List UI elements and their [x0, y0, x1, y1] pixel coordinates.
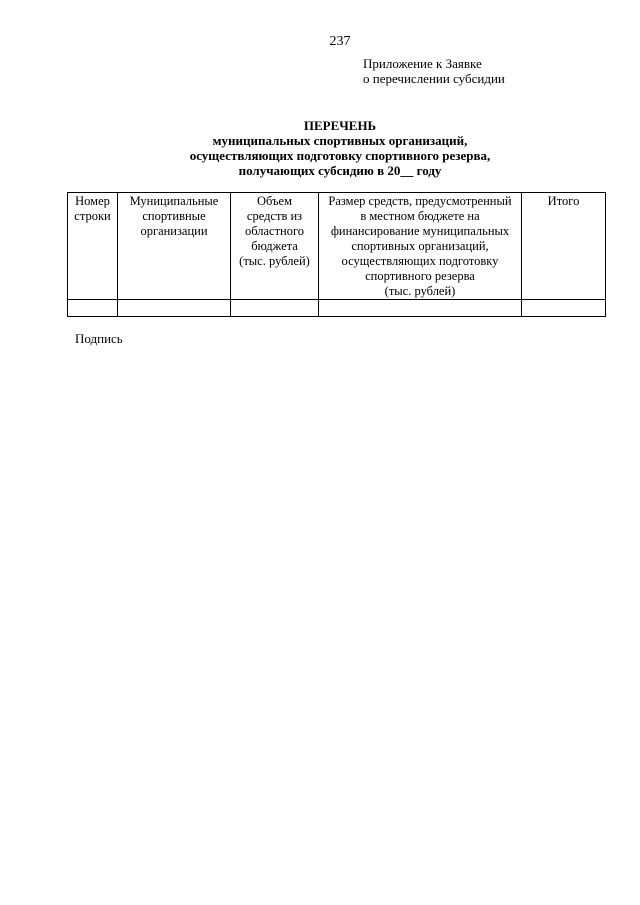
header-regional-budget	[231, 193, 319, 300]
appendix-note	[363, 56, 505, 86]
header-line: (тыс. рублей)	[384, 284, 456, 298]
header-line: Объем	[257, 194, 292, 208]
table-cell	[319, 300, 522, 317]
header-line: спортивных организаций,	[351, 239, 489, 253]
table-cell	[522, 300, 606, 317]
title-heading: ПЕРЕЧЕНЬ	[303, 118, 377, 133]
header-line: спортивные	[142, 209, 206, 223]
title-line: получающих субсидию в 20__ году	[238, 163, 442, 178]
table-cell	[118, 300, 231, 317]
header-line: (тыс. рублей)	[239, 254, 310, 268]
header-local-budget	[319, 193, 522, 300]
table-cell	[68, 300, 118, 317]
header-line: Размер средств, предусмотренный	[328, 194, 512, 208]
header-line: Номер	[75, 194, 110, 208]
appendix-line: Приложение к Заявке	[363, 56, 482, 71]
table-row	[68, 300, 606, 317]
header-line: областного	[244, 224, 305, 238]
table-cell	[231, 300, 319, 317]
signature-label: Подпись	[75, 331, 123, 346]
header-line: финансирование муниципальных	[330, 224, 510, 238]
header-organizations	[118, 193, 231, 300]
document-title	[0, 118, 640, 178]
title-line: муниципальных спортивных организаций,	[212, 133, 468, 148]
header-line: в местном бюджете на	[360, 209, 480, 223]
header-line: строки	[74, 209, 111, 223]
header-line: осуществляющих подготовку	[341, 254, 499, 268]
header-line: средств из	[246, 209, 303, 223]
header-line: бюджета	[251, 239, 298, 253]
header-line: Итого	[547, 194, 580, 208]
header-row-number	[68, 193, 118, 300]
header-line: спортивного резерва	[365, 269, 475, 283]
header-total	[522, 193, 606, 300]
page-number: 237	[329, 34, 351, 49]
header-line: Муниципальные	[129, 194, 219, 208]
title-line: осуществляющих подготовку спортивного резерва,	[189, 148, 491, 163]
header-line: организации	[140, 224, 208, 238]
appendix-line: о перечислении субсидии	[363, 71, 505, 86]
organizations-table	[67, 192, 606, 317]
table-header-row	[68, 193, 606, 300]
